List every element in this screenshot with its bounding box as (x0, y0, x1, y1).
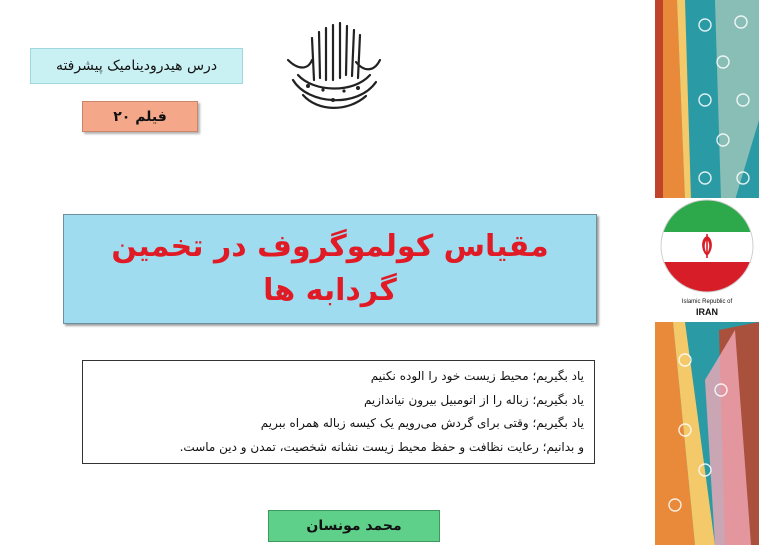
flag-caption-small: Islamic Republic of (681, 299, 733, 305)
bismillah-calligraphy-icon (278, 20, 388, 115)
flag-caption-large: IRAN (696, 307, 718, 317)
film-number: فیلم ۲۰ (113, 108, 167, 125)
slide-title-line-2: گردابه ها (263, 273, 397, 308)
slide-title-line-1: مقیاس کولموگروف در تخمین (111, 229, 549, 264)
course-label-box (30, 48, 243, 84)
iran-flag-icon (655, 198, 759, 298)
note-line: یاد بگیریم؛ زباله را از اتومبیل بیرون نیاندازیم (363, 392, 584, 407)
course-label: درس هیدرودینامیک پیشرفته (55, 58, 218, 74)
author-name: محمد مونسان (306, 518, 402, 534)
note-line: و بدانیم؛ رعایت نظافت و حفظ محیط زیست نشانه شخصیت، تمدن و دین ماست. (179, 439, 584, 454)
environment-notes-box (82, 360, 595, 464)
slide-title-box (63, 214, 597, 324)
film-number-box (82, 101, 198, 132)
note-line: یاد بگیریم؛ محیط زیست خود را الوده نکنیم (370, 369, 584, 383)
iran-flag-panel (655, 198, 759, 322)
note-line: یاد بگیریم؛ وقتی برای گردش می‌رویم یک کیسه زباله همراه ببریم (260, 416, 584, 430)
author-name-box (268, 510, 440, 542)
